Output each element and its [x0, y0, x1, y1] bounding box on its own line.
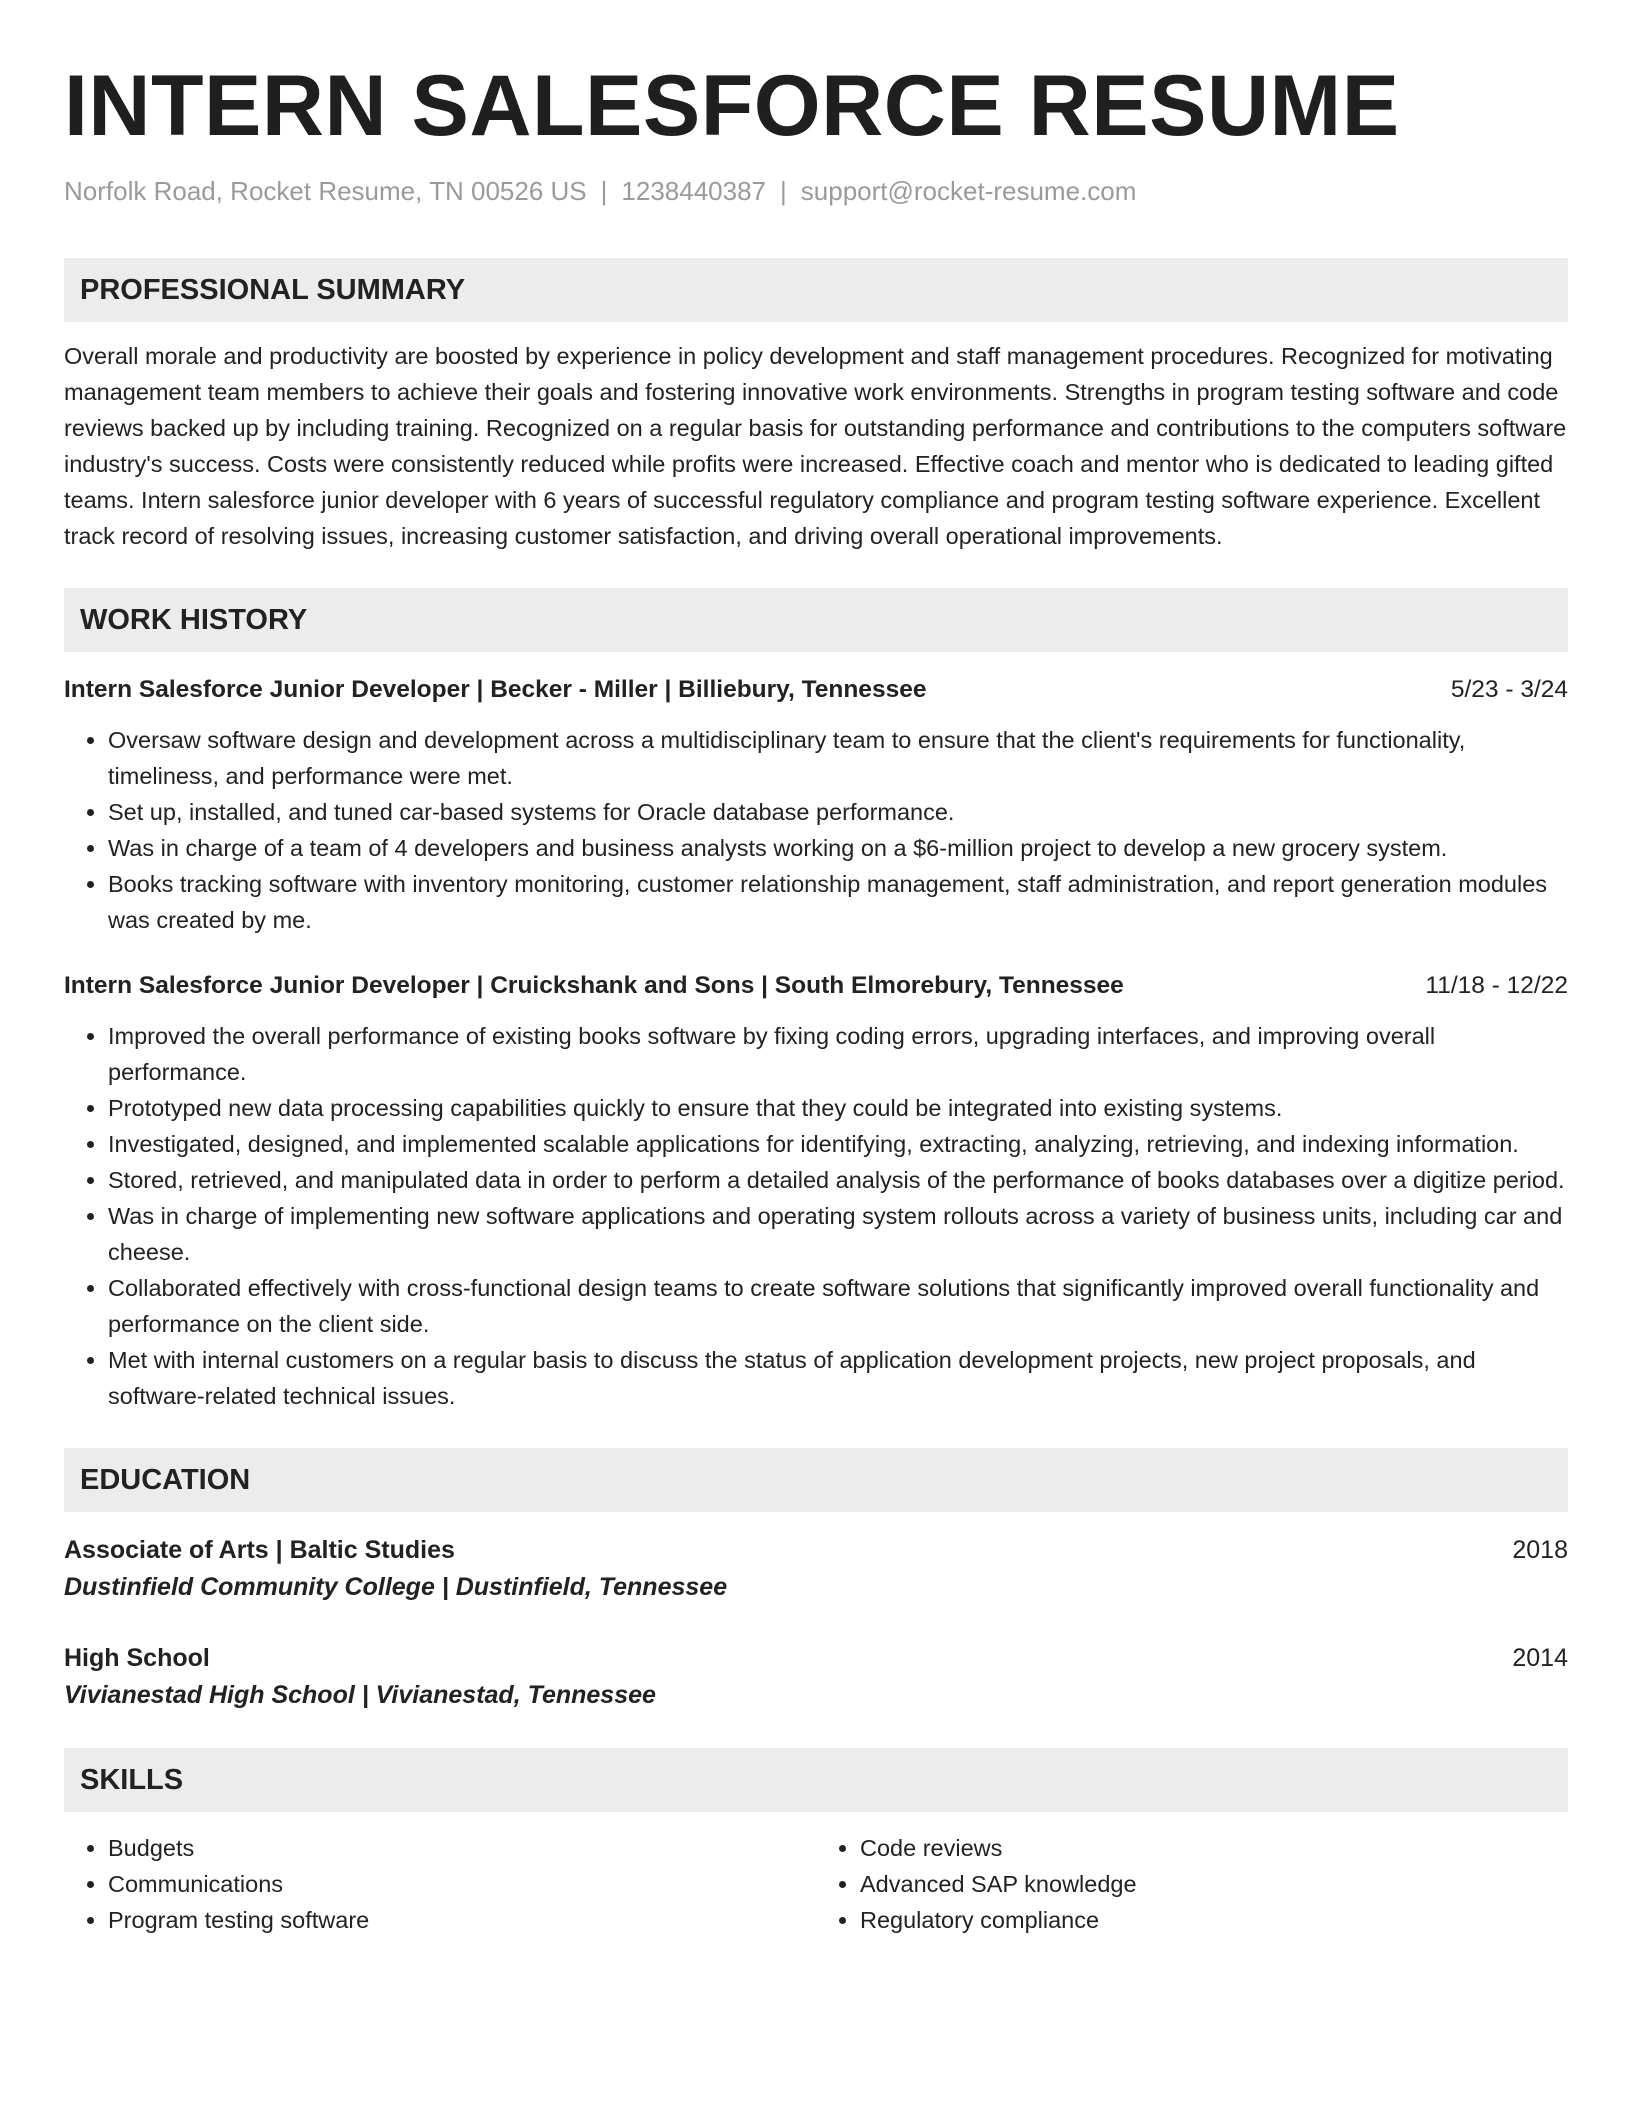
education-entry — [64, 1640, 1568, 1714]
job-bullet: • Was in charge of implementing new software applications and operating system rollouts across a variety of business units, including car and cheese. — [108, 1198, 1568, 1270]
job-title: Intern Salesforce Junior Developer | Cruickshank and Sons | South Elmorebury, Tennessee — [64, 972, 1124, 999]
job-bullets — [64, 1018, 1568, 1414]
job-entry — [64, 672, 1568, 938]
job-entry — [64, 968, 1568, 1414]
job-bullet: • Improved the overall performance of existing books software by fixing coding errors, upgrading interfaces, and improving overall performance. — [108, 1018, 1568, 1090]
contact-phone: 1238440387 — [621, 176, 767, 206]
section-heading-education: EDUCATION — [64, 1448, 1568, 1512]
skill-item: • Communications — [108, 1866, 816, 1902]
contact-separator: | — [600, 176, 608, 206]
job-header — [64, 672, 1568, 708]
contact-line — [64, 174, 1568, 208]
contact-email: support@rocket-resume.com — [800, 176, 1137, 206]
job-header — [64, 968, 1568, 1004]
job-bullet: • Oversaw software design and development across a multidisciplinary team to ensure that the client's requirements for functionality, timeliness, and performance were met. — [108, 722, 1568, 794]
job-bullet: • Stored, retrieved, and manipulated data in order to perform a detailed analysis of the performance of books databases over a digitize period. — [108, 1162, 1568, 1198]
skill-item: • Regulatory compliance — [860, 1902, 1568, 1938]
job-bullet: • Collaborated effectively with cross-functional design teams to create software solutions that significantly improved overall functionality and performance on the client side. — [108, 1270, 1568, 1342]
job-bullet: • Investigated, designed, and implemented scalable applications for identifying, extracting, analyzing, retrieving, and indexing information. — [108, 1126, 1568, 1162]
education-year: 2018 — [1512, 1536, 1568, 1564]
skill-item: • Budgets — [108, 1830, 816, 1866]
section-heading-skills: SKILLS — [64, 1748, 1568, 1812]
resume-title: INTERN SALESFORCE RESUME — [64, 58, 1400, 154]
job-bullet: • Prototyped new data processing capabilities quickly to ensure that they could be integrated into existing systems. — [108, 1090, 1568, 1126]
job-dates: 11/18 - 12/22 — [1425, 972, 1568, 999]
section-heading-summary: PROFESSIONAL SUMMARY — [64, 258, 1568, 322]
contact-separator: | — [780, 176, 787, 206]
contact-address: Norfolk Road, Rocket Resume, TN 00526 US — [64, 176, 587, 206]
job-bullet: • Met with internal customers on a regular basis to discuss the status of application development projects, new project proposals, and software-related technical issues. — [108, 1342, 1568, 1414]
skills-list — [64, 1830, 1568, 1938]
education-degree: Associate of Arts | Baltic Studies — [64, 1536, 455, 1564]
education-entry — [64, 1532, 1568, 1606]
education-header — [64, 1532, 1568, 1568]
summary-text: Overall morale and productivity are boosted by experience in policy development and staff management procedures. Recognized for motivating management team members to achieve their goals and fostering innovative work environments. Strengths in program testing software and code reviews backed up by including training. Recognized on a regular basis for outstanding performance and contributions to the computers software industry's success. Costs were consistently reduced while profits were increased. Effective coach and mentor who is dedicated to leading gifted teams. Intern salesforce junior developer with 6 years of successful regulatory compliance and program testing software experience. Excellent track record of resolving issues, increasing customer satisfaction, and driving overall operational improvements. — [64, 343, 1567, 549]
education-school: Dustinfield Community College | Dustinfield, Tennessee — [64, 1573, 728, 1601]
job-bullet: • Books tracking software with inventory monitoring, customer relationship management, staff administration, and report generation modules was created by me. — [108, 866, 1568, 938]
job-dates: 5/23 - 3/24 — [1450, 676, 1568, 703]
skills-column-right — [816, 1830, 1568, 1938]
education-year: 2014 — [1512, 1644, 1568, 1672]
job-bullets — [64, 722, 1568, 938]
skill-item: • Advanced SAP knowledge — [860, 1866, 1568, 1902]
education-header — [64, 1640, 1568, 1676]
job-bullet: • Set up, installed, and tuned car-based systems for Oracle database performance. — [108, 794, 1568, 830]
job-title: Intern Salesforce Junior Developer | Becker - Miller | Billiebury, Tennessee — [64, 676, 927, 703]
job-bullet: • Was in charge of a team of 4 developers and business analysts working on a $6-million project to develop a new grocery system. — [108, 830, 1568, 866]
education-school: Vivianestad High School | Vivianestad, Tennessee — [64, 1681, 656, 1709]
section-heading-work: WORK HISTORY — [64, 588, 1568, 652]
skill-item: • Program testing software — [108, 1902, 816, 1938]
skills-column-left — [64, 1830, 816, 1938]
education-degree: High School — [64, 1644, 210, 1672]
skill-item: • Code reviews — [860, 1830, 1568, 1866]
